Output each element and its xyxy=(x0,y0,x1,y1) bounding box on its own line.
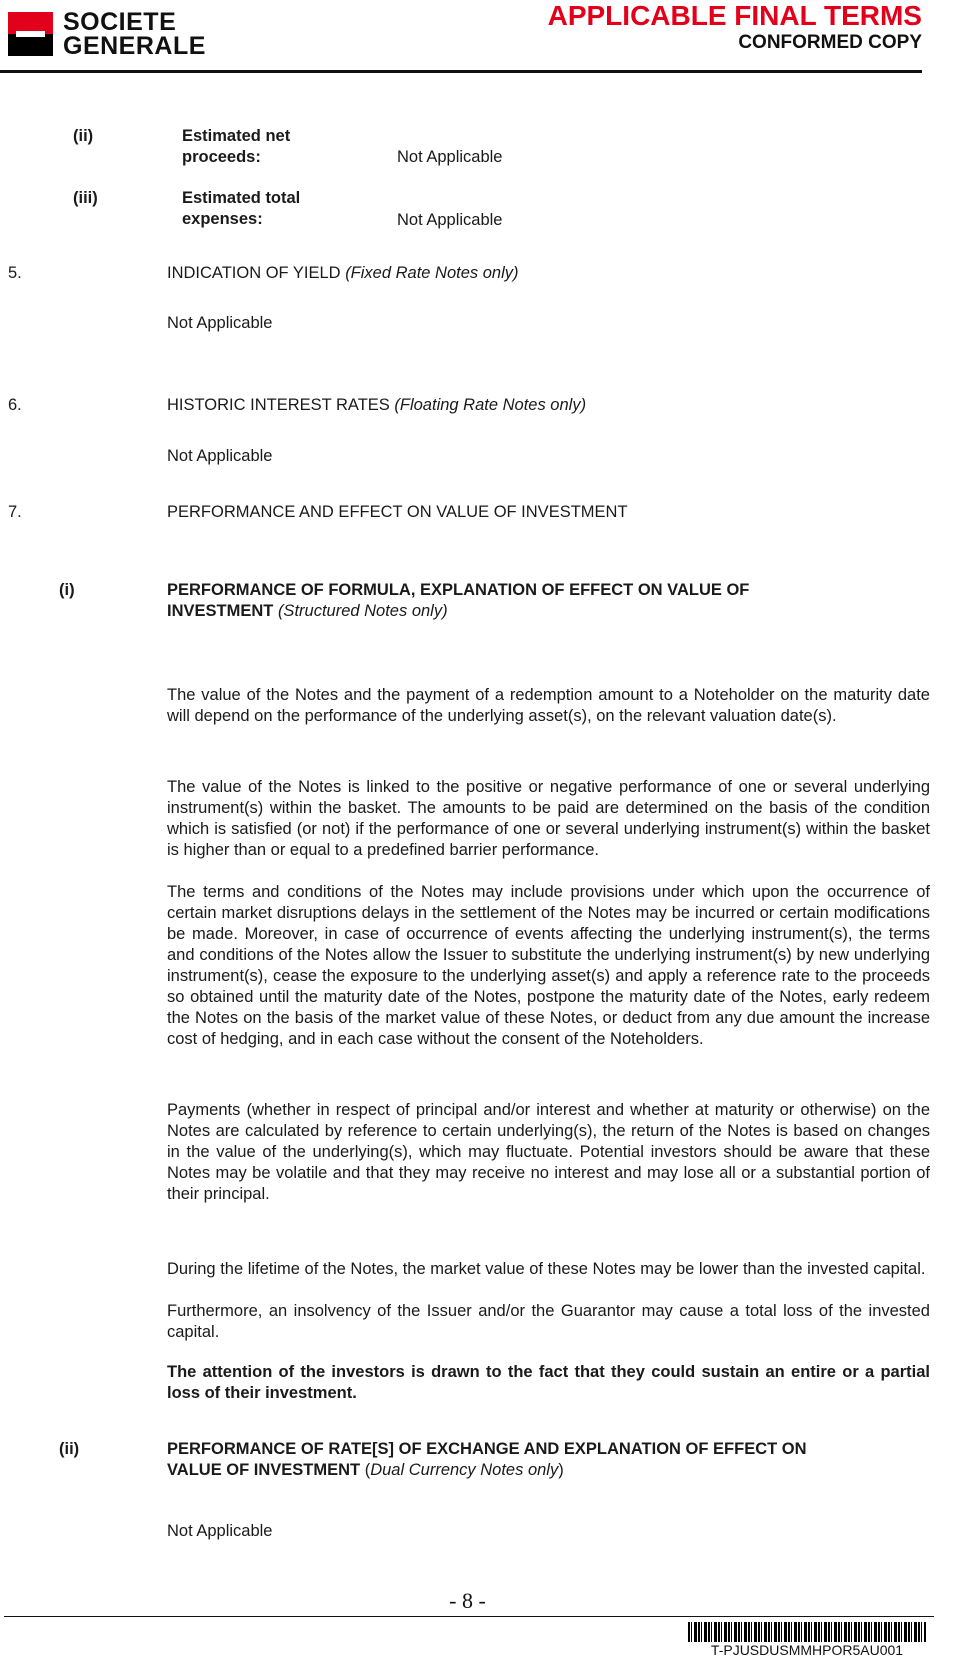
section-6-number: 6. xyxy=(8,396,22,414)
paragraph-4: Payments (whether in respect of principal and/or interest and whether at maturity or otherwise) on the Notes are calculated by reference to certain underlying(s), the return of the Notes is based on changes in the value of the underlying(s), which may fluctuate. Potential investors should be aware that these Notes may be volatile and that they may receive no interest and may lose all or a substantial portion of their principal. xyxy=(167,1101,930,1203)
barcode-icon xyxy=(688,1622,926,1642)
logo-line-1: SOCIETE xyxy=(63,8,177,36)
section-5-title-italic: (Fixed Rate Notes only) xyxy=(345,264,519,282)
paragraph-2: The value of the Notes is linked to the positive or negative performance of one or several underlying instrument(s) within the basket. The amounts to be paid are determined on the basis of the condition which is satisfied (or not) if the performance of one or several underlying instrument(s) within the basket is higher than or equal to a predefined barrier performance. xyxy=(167,778,930,859)
section-5-number: 5. xyxy=(8,264,22,282)
section-5-title: INDICATION OF YIELD xyxy=(167,264,341,282)
subsection-ii-number: (ii) xyxy=(59,1440,80,1458)
footer-divider xyxy=(4,1616,934,1617)
document-code: T-PJUSDUSMMHPOR5AU001 xyxy=(710,1642,904,1658)
paragraph-5: During the lifetime of the Notes, the market value of these Notes may be lower than the invested capital. xyxy=(167,1260,926,1278)
section-6-title: HISTORIC INTEREST RATES xyxy=(167,396,390,414)
paragraph-3: The terms and conditions of the Notes may include provisions under which upon the occurrence of certain market disruptions delays in the settlement of the Notes may be incurred or certain modifications be made. Moreover, in case of occurrence of events affecting the underlying instrument(s), the terms and conditions of the Notes allow the Issuer to substitute the underlying instrument(s) by new underlying instrument(s), cease the exposure to the underlying asset(s) and apply a reference rate to the proceeds so obtained until the maturity date of the Notes, postpone the maturity date of the Notes, early redeem the Notes on the basis of the market value of these Notes, or deduct from any due amount the increase cost of hedging, and in each case without the consent of the Noteholders. xyxy=(167,883,930,1048)
page-number: - 8 - xyxy=(449,1588,486,1613)
subsection-ii-value: Not Applicable xyxy=(167,1522,273,1540)
item-ii-label xyxy=(182,126,290,168)
section-5-value: Not Applicable xyxy=(167,314,273,332)
subsection-i-number: (i) xyxy=(59,581,75,599)
paragraph-7-warning: The attention of the investors is drawn to the fact that they could sustain an entire or a partial loss of their investment. xyxy=(167,1363,930,1402)
document-title: APPLICABLE FINAL TERMS xyxy=(547,0,922,31)
item-ii-label-line-2: proceeds: xyxy=(182,148,261,166)
societe-generale-logo xyxy=(8,8,233,60)
document-subtitle: CONFORMED COPY xyxy=(738,32,922,53)
subsection-ii-title-line-2: VALUE OF INVESTMENT xyxy=(167,1461,361,1479)
paragraph-1: The value of the Notes and the payment of a redemption amount to a Noteholder on the maturity date will depend on the performance of the underlying asset(s), on the relevant valuation date(s). xyxy=(167,686,930,725)
subsection-ii-title-line-1: PERFORMANCE OF RATE[S] OF EXCHANGE AND EXPLANATION OF EFFECT ON xyxy=(167,1440,807,1458)
subsection-i-title-line-2: INVESTMENT xyxy=(167,602,274,620)
section-5-heading xyxy=(167,263,519,284)
subsection-i-heading xyxy=(167,580,749,622)
paragraph-6: Furthermore, an insolvency of the Issuer and/or the Guarantor may cause a total loss of the invested capital. xyxy=(167,1302,930,1341)
item-ii-number: (ii) xyxy=(73,127,94,145)
logo-line-2: GENERALE xyxy=(63,32,206,60)
logo-square-icon xyxy=(8,12,53,56)
section-7-title: PERFORMANCE AND EFFECT ON VALUE OF INVESTMENT xyxy=(167,503,628,521)
item-iii-label-line-1: Estimated total xyxy=(182,189,301,207)
item-iii-label-line-2: expenses: xyxy=(182,210,263,228)
subsection-ii-heading xyxy=(167,1439,807,1481)
subsection-i-title-line-1: PERFORMANCE OF FORMULA, EXPLANATION OF EFFECT ON VALUE OF xyxy=(167,581,750,599)
item-iii-label xyxy=(182,188,300,230)
item-iii-number: (iii) xyxy=(73,189,98,207)
subsection-ii-paren-open: ( xyxy=(364,1461,371,1479)
subsection-ii-title-italic: Dual Currency Notes only xyxy=(370,1461,559,1479)
section-6-heading xyxy=(167,395,586,416)
logo-text xyxy=(63,10,206,58)
subsection-ii-paren-close: ) xyxy=(558,1461,564,1479)
section-6-value: Not Applicable xyxy=(167,447,273,465)
item-ii-value: Not Applicable xyxy=(397,148,503,166)
item-iii-value: Not Applicable xyxy=(397,211,503,229)
header-divider xyxy=(0,70,922,73)
section-6-title-italic: (Floating Rate Notes only) xyxy=(394,396,587,414)
subsection-i-title-italic: (Structured Notes only) xyxy=(277,602,448,620)
item-ii-label-line-1: Estimated net xyxy=(182,127,291,145)
section-7-number: 7. xyxy=(8,503,22,521)
